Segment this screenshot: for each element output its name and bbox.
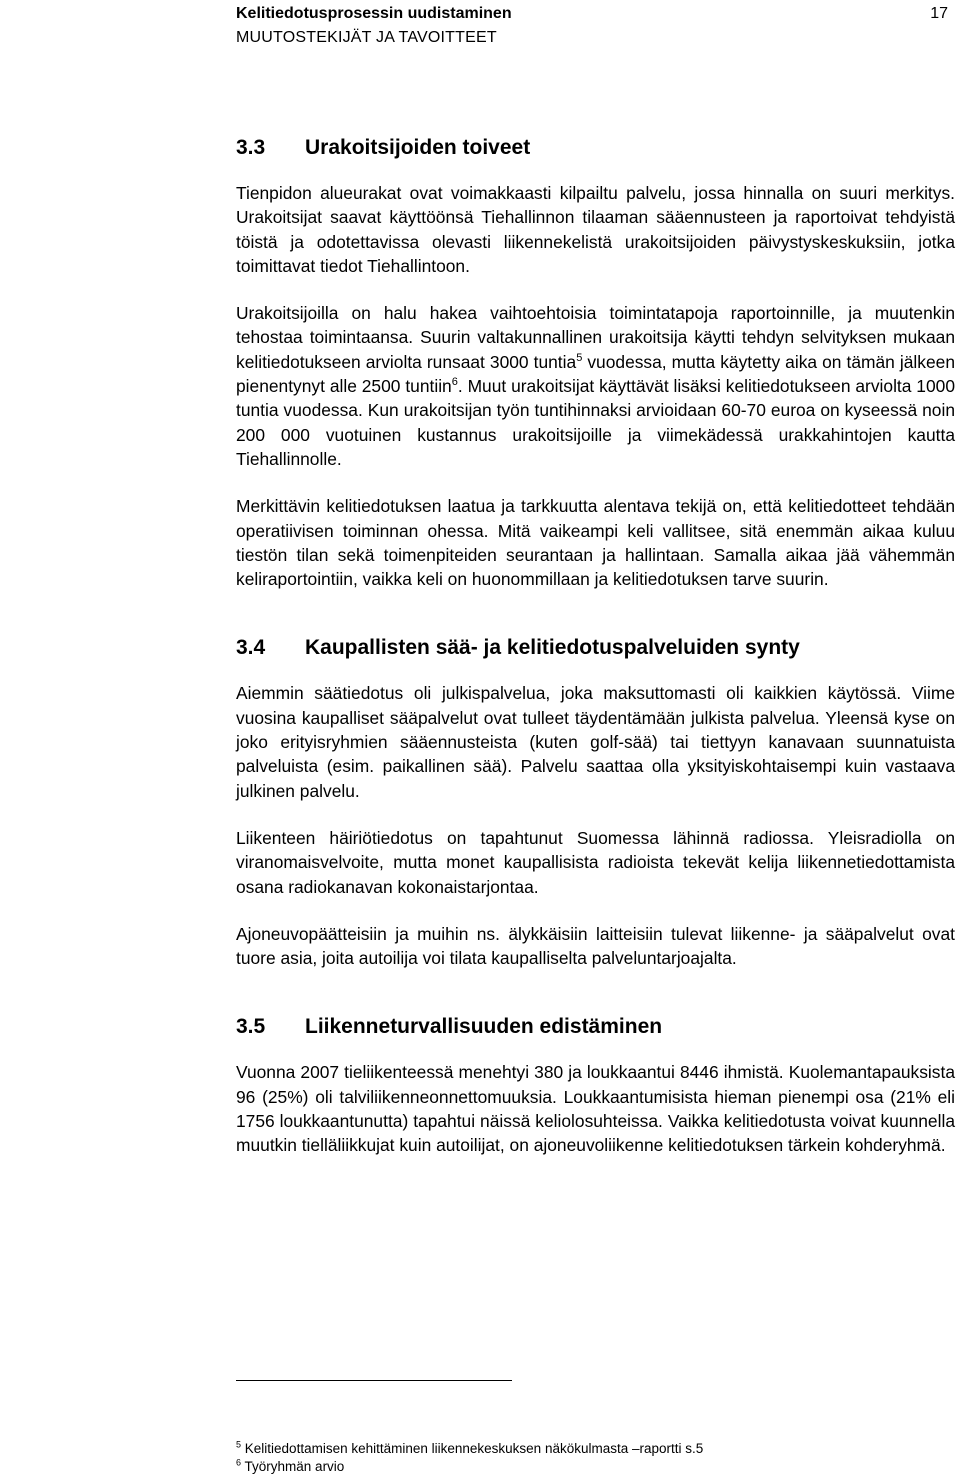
section-heading-3-5: [236, 1013, 955, 1041]
section-number: 3.4: [236, 636, 266, 660]
section-title: Urakoitsijoiden toiveet: [305, 136, 531, 159]
footnote-text: Työryhmän arvio: [244, 1459, 345, 1474]
section-title: Liikenneturvallisuuden edistäminen: [305, 1015, 663, 1039]
section-heading-3-3: [236, 134, 955, 162]
section-number: 3.3: [236, 136, 266, 159]
paragraph: [236, 301, 955, 471]
footnote-ref: 6: [451, 376, 458, 389]
footnote-mark: 5: [236, 1439, 242, 1450]
section-number: 3.5: [236, 1015, 266, 1039]
paragraph: Vuonna 2007 tieliikenteessä menehtyi 380 ja loukkaantui 8446 ihmistä. Kuolemantapauksista 96 (25%) oli talviliikenneonnettomuuksia. Loukkaantumisista hieman pienempi osa (21% eli 1756 loukkaantunutta) tapahtui näissä keliolosuhteissa. Vaikka kelitiedotusta voivat kuunnella muutkin tielläliikkujat kuin autoilijat, on ajoneuvoliikenne kelitiedotuksen tärkein kohderyhmä.: [236, 1062, 955, 1156]
paragraph-text: vuodessa, mutta käytetty aika on tämän jälkeen pienentynyt alle 2500 tuntiin: [236, 351, 955, 397]
page-body: [236, 134, 955, 1158]
paragraph: Merkittävin kelitiedotuksen laatua ja tarkkuutta alentava tekijä on, että kelitiedotteet tehdään operatiivisen toiminnan ohessa. Mitä vaikeampi keli vallitsee, sitä enemmän aikaa kuluu tiestön tilan sekä toimenpiteiden seurantaan ja hallintaan. Samalla aikaa jää vähemmän keliraportointiin, vaikka keli on huonommillaan ja kelitiedotuksen tarve suurin.: [236, 496, 955, 590]
paragraph: Aiemmin säätiedotus oli julkispalvelua, joka maksuttomasti oli kaikkien käytössä. Viime vuosina kaupalliset sääpalvelut ovat tulleet täydentämään julkista palvelua. Yleensä kyse on joko erityisryhmien sääennusteista (kuten golf-sää) tai tiettyyn kanavaan suunnatuista palveluista (esim. paikallinen sää). Palvelu saattaa olla yksityiskohtaisempi kuin vastaava julkinen palvelu.: [236, 683, 955, 801]
footnote-text: Kelitiedottamisen kehittäminen liikennekeskuksen näkökulmasta –raportti s.5: [244, 1441, 704, 1456]
footnote: [236, 1440, 936, 1458]
footnote: [236, 1458, 936, 1476]
paragraph: Liikenteen häiriötiedotus on tapahtunut Suomessa lähinnä radiossa. Yleisradiolla on viranomaisvelvoite, mutta monet kaupallisista radioista tekevät kelija liikennetiedottamista osana radiokanavan kokonaistarjontaa.: [236, 827, 955, 897]
section-heading-3-4: [236, 634, 955, 662]
document-title: Kelitiedotusprosessin uudistaminen: [236, 5, 512, 22]
chapter-title: MUUTOSTEKIJÄT JA TAVOITTEET: [236, 29, 497, 46]
paragraph: Tienpidon alueurakat ovat voimakkaasti kilpailtu palvelu, jossa hinnalla on suuri merkitys. Urakoitsijat saavat käyttöönsä Tiehallinnon tilaaman sääennusteen ja raportoivat tehdyistä töistä ja odotettavissa olevasti liikennekelistä urakoitsijoiden päivystyskeskuksiin, jotka toimittavat tiedot Tiehallintoon.: [236, 183, 955, 276]
footnote-ref: 5: [576, 351, 583, 364]
paragraph: Ajoneuvopäätteisiin ja muihin ns. älykkäisiin laitteisiin tulevat liikenne- ja sääpalvelut ovat tuore asia, joita autoilija voi tilata kaupalliselta palveluntarjoajalta.: [236, 923, 955, 969]
paragraph-text: . Muut urakoitsijat käyttävät lisäksi kelitiedotukseen arviolta 1000 tuntia vuodessa. Kun urakoitsijan työn tuntihinnaksi arvioidaan 60-70 euroa on kyseessä noin 200 000 vuotuinen kustannus urakoitsijoille ja viimekädessä urakkahintojen kautta Tiehallinnolle.: [236, 376, 955, 469]
footnotes: [236, 1440, 936, 1476]
page-number: 17: [930, 5, 948, 22]
footnote-separator: [236, 1380, 512, 1381]
paragraph-text: Urakoitsijoilla on halu hakea vaihtoehtoisia toimintatapoja raportoinnille, ja muutenkin tehostaa toimintaansa. Suurin valtakunnallinen urakoitsija käytti tehdyn selvityksen mukaan kelitiedotukseen arviolta runsaat 3000 tuntia: [236, 303, 955, 372]
section-title: Kaupallisten sää- ja kelitiedotuspalveluiden synty: [305, 636, 800, 660]
running-header: [236, 4, 956, 48]
footnote-mark: 6: [236, 1457, 242, 1468]
